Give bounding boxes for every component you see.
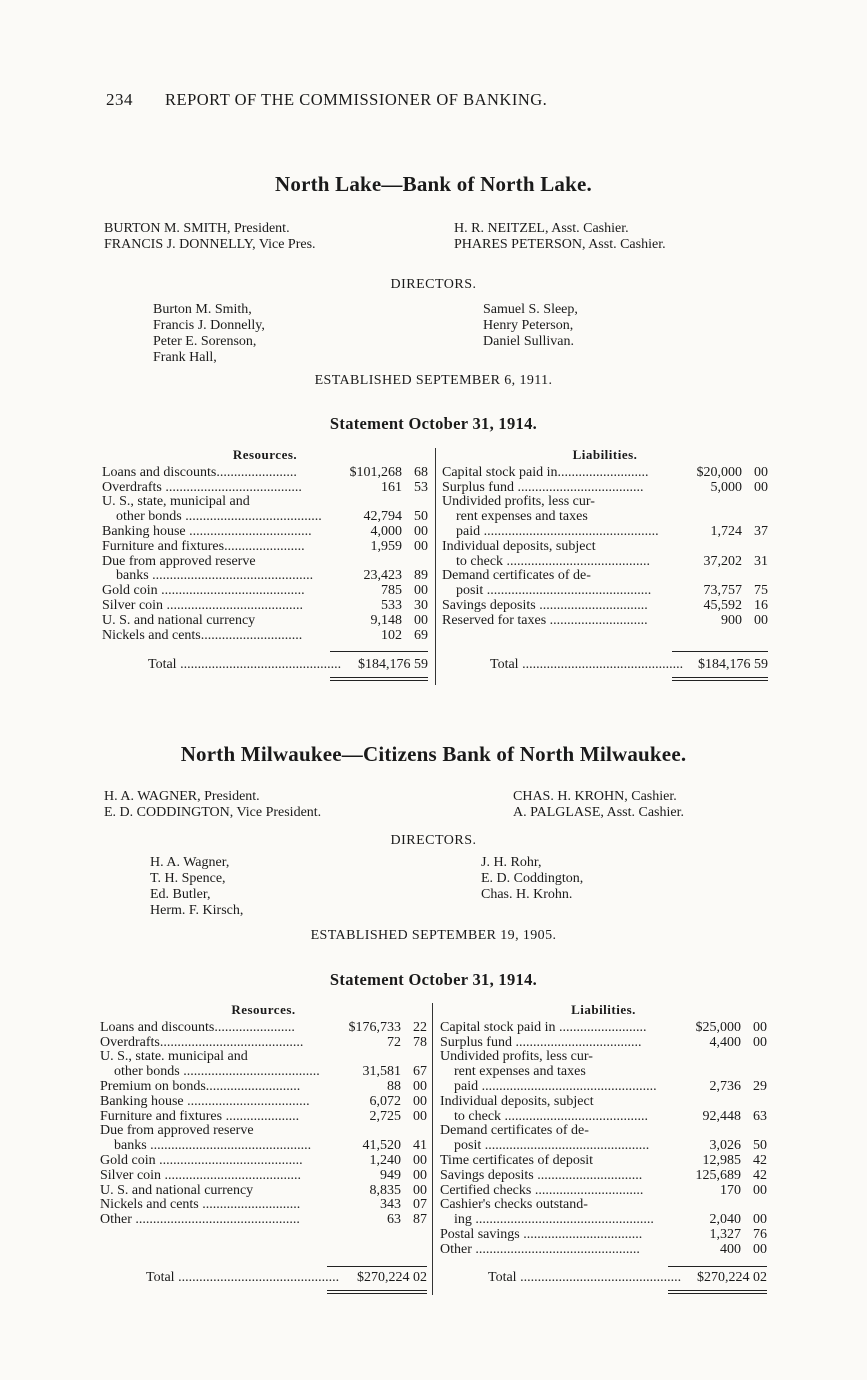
director: H. A. Wagner,: [150, 855, 230, 870]
ledger-amount: 5,000: [710, 479, 742, 495]
ledger-row: [102, 629, 428, 644]
ledger-amount: 72: [387, 1034, 401, 1050]
liabilities-column: [440, 1003, 767, 1258]
total-amount: $270,224 02: [697, 1270, 767, 1285]
ledger-amount: $20,000: [696, 464, 742, 480]
ledger-row: [440, 1139, 767, 1154]
established-date: ESTABLISHED SEPTEMBER 19, 1905.: [310, 928, 557, 943]
ledger-amount: $176,733: [348, 1019, 401, 1035]
resources-column: [102, 448, 428, 643]
ledger-amount: 2,736: [709, 1078, 741, 1094]
ledger-cents: 37: [754, 523, 768, 539]
ledger-amount: 41,520: [362, 1138, 401, 1154]
ledger-cents: 00: [413, 1152, 427, 1168]
directors-right: [481, 855, 583, 903]
ledger-label: Other ...............................................: [440, 1242, 640, 1257]
ledger-cents: 16: [754, 597, 768, 613]
officer: H. A. WAGNER, President.: [104, 789, 260, 804]
ledger-row: [100, 1050, 427, 1065]
ledger-row: [440, 1050, 767, 1065]
rule: [668, 1266, 767, 1267]
ledger-label: Individual deposits, subject: [442, 539, 596, 554]
ledger-label: Overdrafts.........................................: [100, 1035, 304, 1050]
total-label: Total ..............................................: [490, 657, 684, 672]
director: Daniel Sullivan.: [483, 334, 574, 349]
ledger-label: Undivided profits, less cur-: [440, 1050, 593, 1065]
ledger-row: [102, 525, 428, 540]
ledger-row: [100, 1184, 427, 1199]
liabilities-total-row: [490, 657, 768, 673]
ledger-label: Certified checks ...............................: [440, 1183, 644, 1198]
ledger-amount: 73,757: [703, 583, 742, 599]
ledger-row: [100, 1154, 427, 1169]
directors-heading: DIRECTORS.: [390, 277, 477, 292]
ledger-amount: 125,689: [695, 1167, 741, 1183]
ledger-label: Capital stock paid in..........................: [442, 465, 649, 480]
ledger-label: U. S. and national currency: [100, 1183, 254, 1198]
ledger-amount: 400: [720, 1241, 741, 1257]
page-number: 234: [106, 90, 133, 109]
ledger-cents: 87: [413, 1212, 427, 1228]
ledger-row: [442, 599, 768, 614]
ledger-row: [100, 1021, 427, 1036]
ledger-amount: 92,448: [702, 1108, 741, 1124]
ledger-amount: 8,835: [369, 1182, 401, 1198]
ledger-label: Demand certificates of de-: [440, 1124, 589, 1139]
ledger-amount: 31,581: [362, 1064, 401, 1080]
ledger-row: [102, 599, 428, 614]
ledger-row: [440, 1154, 767, 1169]
ledger-cents: 78: [413, 1034, 427, 1050]
total-amount: $270,224 02: [357, 1270, 427, 1285]
ledger-amount: 23,423: [363, 568, 402, 584]
ledger-cents: 00: [414, 583, 428, 599]
ledger-cents: 00: [754, 479, 768, 495]
officer: H. R. NEITZEL, Asst. Cashier.: [454, 221, 629, 236]
ledger-label: to check .........................................: [456, 554, 651, 569]
ledger-label: Silver coin .......................................: [100, 1168, 302, 1183]
ledger-cents: 00: [754, 464, 768, 480]
ledger-label: U. S., state. municipal and: [100, 1050, 248, 1065]
director: Herm. F. Kirsch,: [150, 903, 244, 918]
ledger-row: [100, 1198, 427, 1213]
ledger-label: rent expenses and taxes: [454, 1065, 586, 1080]
ledger-row: [100, 1036, 427, 1051]
officer: FRANCIS J. DONNELLY, Vice Pres.: [104, 237, 316, 252]
ledger-cents: 00: [414, 612, 428, 628]
ledger-row: [440, 1228, 767, 1243]
ledger-cents: 00: [413, 1093, 427, 1109]
ledger-row: [442, 540, 768, 555]
ledger-row: [442, 510, 768, 525]
ledger-label: Due from approved reserve: [102, 554, 256, 569]
ledger-amount: 88: [387, 1078, 401, 1094]
page-header: [106, 90, 547, 110]
ledger-amount: 161: [381, 479, 402, 495]
director: Henry Peterson,: [483, 318, 574, 333]
ledger-cents: 00: [413, 1108, 427, 1124]
ledger-row: [100, 1124, 427, 1139]
report-title: REPORT OF THE COMMISSIONER OF BANKING.: [165, 90, 548, 109]
ledger-label: Undivided profits, less cur-: [442, 495, 595, 510]
liabilities-heading: Liabilities.: [571, 1002, 636, 1017]
ledger-row: [442, 525, 768, 540]
ledger-amount: 12,985: [702, 1152, 741, 1168]
director: Peter E. Sorenson,: [153, 334, 257, 349]
ledger-row: [440, 1080, 767, 1095]
ledger-label: Individual deposits, subject: [440, 1094, 594, 1109]
ledger-cents: 00: [753, 1019, 767, 1035]
ledger-row: [440, 1243, 767, 1258]
ledger-label: Time certificates of deposit: [440, 1153, 594, 1168]
resources-column: [100, 1003, 427, 1228]
ledger-label: Cashier's checks outstand-: [440, 1198, 588, 1213]
officers-left: [104, 789, 321, 821]
ledger-label: banks ..............................................: [116, 569, 314, 584]
ledger-cents: 75: [754, 583, 768, 599]
ledger-cents: 31: [754, 553, 768, 569]
officer: A. PALGLASE, Asst. Cashier.: [513, 805, 685, 820]
director: Samuel S. Sleep,: [483, 302, 578, 317]
ledger-label: Savings deposits ..............................: [440, 1168, 643, 1183]
ledger-label: Capital stock paid in .........................: [440, 1020, 647, 1035]
ledger-cents: 00: [413, 1078, 427, 1094]
resources-heading: Resources.: [232, 447, 298, 462]
ledger-row: [440, 1065, 767, 1080]
ledger-amount: 37,202: [703, 553, 742, 569]
ledger-row: [440, 1184, 767, 1199]
ledger-amount: 45,592: [703, 597, 742, 613]
director: Frank Hall,: [153, 350, 217, 365]
ledger-row: [102, 555, 428, 570]
resources-total-row: [148, 657, 428, 673]
officer: E. D. CODDINGTON, Vice President.: [104, 805, 322, 820]
ledger-amount: 900: [721, 612, 742, 628]
ledger-label: other bonds .......................................: [116, 510, 322, 525]
ledger-label: paid ..................................................: [454, 1079, 657, 1094]
ledger-label: Overdrafts .......................................: [102, 480, 302, 495]
ledger-row: [442, 495, 768, 510]
ledger-label: Surplus fund ....................................: [442, 480, 644, 495]
ledger-amount: 533: [381, 597, 402, 613]
ledger-row: [440, 1110, 767, 1125]
ledger-amount: 63: [387, 1212, 401, 1228]
officer: CHAS. H. KROHN, Cashier.: [513, 789, 677, 804]
ledger-label: rent expenses and taxes: [456, 510, 588, 525]
officers-left: [104, 221, 316, 253]
ledger-cents: 00: [754, 612, 768, 628]
ledger-row: [100, 1095, 427, 1110]
ledger-row: [440, 1021, 767, 1036]
liabilities-list: [440, 1021, 767, 1258]
ledger-amount: 102: [381, 627, 402, 643]
liabilities-list: [442, 466, 768, 629]
ledger-row: [100, 1065, 427, 1080]
ledger-label: Banking house ...................................: [102, 524, 312, 539]
ledger-amount: 4,400: [709, 1034, 741, 1050]
statement-title: Statement October 31, 1914.: [329, 970, 538, 989]
officers-right: [513, 789, 684, 821]
column-divider: [432, 1003, 433, 1295]
ledger-row: [100, 1139, 427, 1154]
resources-heading: Resources.: [231, 1002, 296, 1017]
resources-total-row: [146, 1270, 427, 1286]
ledger-amount: 343: [380, 1197, 401, 1213]
officer: BURTON M. SMITH, President.: [104, 221, 290, 236]
liabilities-total-row: [488, 1270, 767, 1286]
rule: [330, 651, 428, 652]
ledger-label: Furniture and fixtures.......................: [102, 539, 305, 554]
director: Francis J. Donnelly,: [153, 318, 265, 333]
ledger-label: other bonds .......................................: [114, 1065, 320, 1080]
ledger-cents: 89: [414, 568, 428, 584]
ledger-cents: 53: [414, 479, 428, 495]
ledger-label: Nickels and cents ............................: [100, 1198, 301, 1213]
ledger-label: Loans and discounts.......................: [102, 465, 297, 480]
ledger-row: [100, 1169, 427, 1184]
ledger-row: [440, 1169, 767, 1184]
ledger-amount: 4,000: [370, 523, 402, 539]
ledger-label: posit ...............................................: [456, 584, 652, 599]
ledger-label: Furniture and fixtures .....................: [100, 1109, 300, 1124]
ledger-row: [102, 540, 428, 555]
resources-list: [100, 1021, 427, 1228]
ledger-label: posit ...............................................: [454, 1139, 650, 1154]
director: Chas. H. Krohn.: [481, 887, 573, 902]
ledger-amount: 1,724: [710, 523, 742, 539]
ledger-row: [102, 569, 428, 584]
ledger-label: Gold coin .........................................: [102, 584, 305, 599]
ledger-row: [442, 614, 768, 629]
ledger-amount: 2,040: [709, 1212, 741, 1228]
ledger-row: [100, 1080, 427, 1095]
statement-title: Statement October 31, 1914.: [329, 414, 538, 433]
officer: PHARES PETERSON, Asst. Cashier.: [454, 237, 666, 252]
ledger-amount: 2,725: [369, 1108, 401, 1124]
ledger-cents: 00: [414, 523, 428, 539]
total-amount: $184,176 59: [698, 657, 768, 672]
ledger-cents: 00: [753, 1212, 767, 1228]
total-label: Total ..............................................: [146, 1270, 340, 1285]
ledger-label: Postal savings ..................................: [440, 1227, 643, 1242]
ledger-row: [102, 466, 428, 481]
ledger-cents: 42: [753, 1167, 767, 1183]
ledger-row: [102, 584, 428, 599]
ledger-amount: 1,240: [369, 1152, 401, 1168]
ledger-cents: 00: [413, 1182, 427, 1198]
ledger-cents: 42: [753, 1152, 767, 1168]
ledger-row: [442, 481, 768, 496]
ledger-row: [440, 1036, 767, 1051]
rule: [672, 651, 768, 652]
liabilities-heading: Liabilities.: [572, 447, 638, 462]
bank-title: North Lake—Bank of North Lake.: [275, 172, 592, 196]
liabilities-column: [442, 448, 768, 629]
ledger-label: ing ...................................................: [454, 1213, 654, 1228]
ledger-label: to check .........................................: [454, 1109, 649, 1124]
ledger-label: Nickels and cents.............................: [102, 628, 303, 643]
bank-title: North Milwaukee—Citizens Bank of North Milwaukee.: [180, 742, 687, 766]
ledger-row: [440, 1213, 767, 1228]
ledger-amount: 6,072: [369, 1093, 401, 1109]
ledger-label: U. S., state, municipal and: [102, 495, 250, 510]
ledger-row: [440, 1124, 767, 1139]
ledger-amount: $25,000: [695, 1019, 741, 1035]
ledger-amount: 3,026: [709, 1138, 741, 1154]
ledger-cents: 68: [414, 464, 428, 480]
ledger-cents: 50: [753, 1138, 767, 1154]
ledger-amount: 1,327: [709, 1226, 741, 1242]
ledger-cents: 69: [414, 627, 428, 643]
ledger-label: Surplus fund ....................................: [440, 1035, 642, 1050]
ledger-label: Banking house ...................................: [100, 1094, 310, 1109]
ledger-row: [102, 495, 428, 510]
ledger-amount: 9,148: [370, 612, 402, 628]
ledger-label: Other ...............................................: [100, 1213, 300, 1228]
ledger-cents: 22: [413, 1019, 427, 1035]
ledger-amount: 42,794: [363, 509, 402, 525]
ledger-cents: 00: [413, 1167, 427, 1183]
ledger-label: Reserved for taxes ............................: [442, 613, 648, 628]
ledger-cents: 07: [413, 1197, 427, 1213]
total-amount: $184,176 59: [358, 657, 428, 672]
ledger-row: [100, 1213, 427, 1228]
ledger-cents: 41: [413, 1138, 427, 1154]
director: J. H. Rohr,: [481, 855, 542, 870]
ledger-cents: 50: [414, 509, 428, 525]
director: T. H. Spence,: [150, 871, 226, 886]
ledger-cents: 63: [753, 1108, 767, 1124]
ledger-label: Premium on bonds...........................: [100, 1079, 301, 1094]
director: Ed. Butler,: [150, 887, 211, 902]
ledger-cents: 00: [753, 1034, 767, 1050]
ledger-cents: 00: [753, 1182, 767, 1198]
ledger-row: [442, 555, 768, 570]
double-rule: [327, 1290, 427, 1294]
ledger-cents: 67: [413, 1064, 427, 1080]
ledger-row: [440, 1198, 767, 1213]
double-rule: [330, 677, 428, 681]
directors-left: [153, 302, 265, 366]
ledger-label: Due from approved reserve: [100, 1124, 254, 1139]
total-label: Total ..............................................: [148, 657, 342, 672]
director: E. D. Coddington,: [481, 871, 584, 886]
ledger-label: U. S. and national currency: [102, 613, 256, 628]
ledger-cents: 76: [753, 1226, 767, 1242]
ledger-label: Gold coin .........................................: [100, 1153, 303, 1168]
directors-right: [483, 302, 578, 350]
ledger-row: [442, 584, 768, 599]
ledger-row: [102, 614, 428, 629]
ledger-cents: 00: [753, 1241, 767, 1257]
double-rule: [668, 1290, 767, 1294]
directors-left: [150, 855, 243, 919]
ledger-row: [102, 481, 428, 496]
officers-right: [454, 221, 666, 253]
ledger-amount: 170: [720, 1182, 741, 1198]
ledger-label: banks ..............................................: [114, 1139, 312, 1154]
ledger-label: Loans and discounts.......................: [100, 1020, 295, 1035]
ledger-row: [442, 569, 768, 584]
ledger-row: [102, 510, 428, 525]
ledger-row: [100, 1110, 427, 1125]
rule: [327, 1266, 427, 1267]
ledger-amount: 785: [381, 583, 402, 599]
ledger-label: Demand certificates of de-: [442, 569, 591, 584]
column-divider: [435, 448, 436, 685]
ledger-amount: 949: [380, 1167, 401, 1183]
double-rule: [672, 677, 768, 681]
ledger-cents: 00: [414, 538, 428, 554]
ledger-row: [442, 466, 768, 481]
total-label: Total ..............................................: [488, 1270, 682, 1285]
ledger-label: Silver coin .......................................: [102, 598, 304, 613]
ledger-label: paid ..................................................: [456, 524, 659, 539]
directors-heading: DIRECTORS.: [390, 833, 477, 848]
ledger-row: [440, 1095, 767, 1110]
resources-list: [102, 466, 428, 644]
ledger-amount: 1,959: [370, 538, 402, 554]
ledger-amount: $101,268: [349, 464, 402, 480]
ledger-cents: 30: [414, 597, 428, 613]
ledger-label: Savings deposits ...............................: [442, 598, 648, 613]
ledger-cents: 29: [753, 1078, 767, 1094]
director: Burton M. Smith,: [153, 302, 252, 317]
established-date: ESTABLISHED SEPTEMBER 6, 1911.: [314, 373, 553, 388]
